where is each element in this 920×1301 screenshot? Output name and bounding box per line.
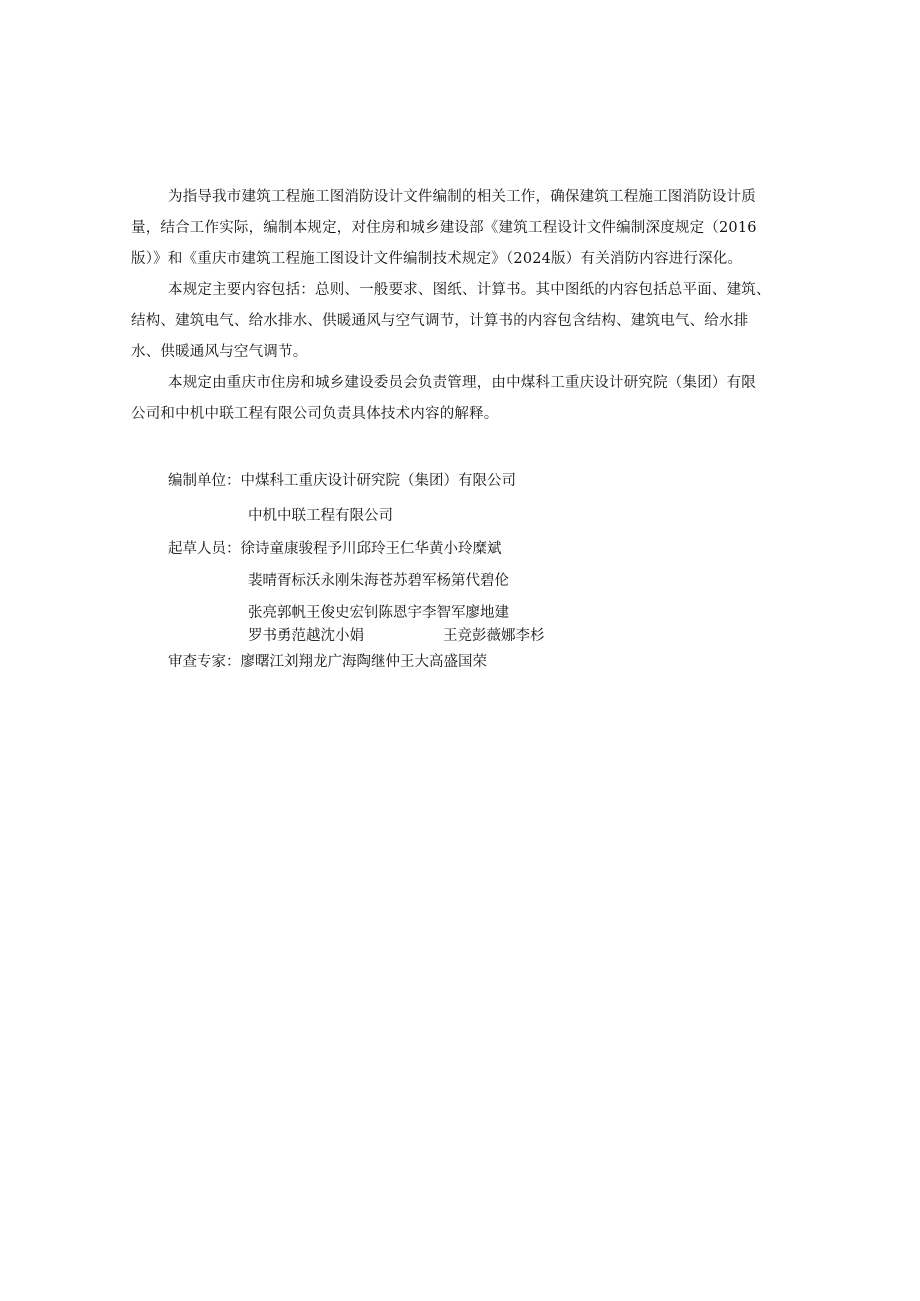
drafters-line-2: 裴晴胥标沃永刚朱海苍苏碧军杨第代碧伦 [248, 573, 509, 589]
paragraph-1-line-3: 版）》和《重庆市建筑工程施工图设计文件编制技术规定》（2024版）有关消防内容进行深化。 [131, 251, 743, 267]
drafters-label: 起草人员： [168, 541, 241, 557]
drafters-line-4a: 罗书勇范越沈小娟 [248, 628, 364, 644]
paragraph-1-line-1: 为指导我市建筑工程施工图消防设计文件编制的相关工作，确保建筑工程施工图消防设计质 [168, 189, 756, 205]
reviewers-row [168, 649, 487, 675]
reviewers-label: 审查专家： [168, 654, 241, 670]
compiler-name-2: 中机中联工程有限公司 [248, 508, 393, 524]
paragraph-2-line-2: 结构、建筑电气、给水排水、供暖通风与空气调节，计算书的内容包含结构、建筑电气、给水排 [131, 313, 749, 329]
preface-text [131, 182, 791, 430]
drafters-line-4b: 王竞彭薇娜李杉 [443, 628, 545, 644]
drafters-row [168, 536, 502, 562]
paragraph-3-line-2: 公司和中机中联工程有限公司负责具体技术内容的解释。 [131, 406, 499, 422]
paragraph-3-line-1: 本规定由重庆市住房和城乡建设委员会负责管理，由中煤科工重庆设计研究院（集团）有限 [168, 375, 756, 391]
compiler-label: 编制单位： [168, 473, 241, 489]
compiler-row [168, 468, 516, 494]
paragraph-2-line-1: 本规定主要内容包括：总则、一般要求、图纸、计算书。其中图纸的内容包括总平面、建筑、 [168, 282, 771, 298]
compiler-name-1: 中煤科工重庆设计研究院（集团）有限公司 [240, 473, 516, 489]
reviewers-names: 廖曙江刘翔龙广海陶继仲王大高盛国荣 [240, 654, 487, 670]
paragraph-1-line-2: 量，结合工作实际，编制本规定，对住房和城乡建设部《建筑工程设计文件编制深度规定（2016 [131, 220, 757, 236]
drafters-line-3: 张亮郭帆王俊史宏钊陈恩宇李智军廖地建 [248, 605, 509, 621]
drafters-line-1: 徐诗童康骏程予川邱玲王仁华黄小玲糜斌 [240, 541, 502, 557]
paragraph-2-line-3: 水、供暖通风与空气调节。 [131, 344, 308, 360]
